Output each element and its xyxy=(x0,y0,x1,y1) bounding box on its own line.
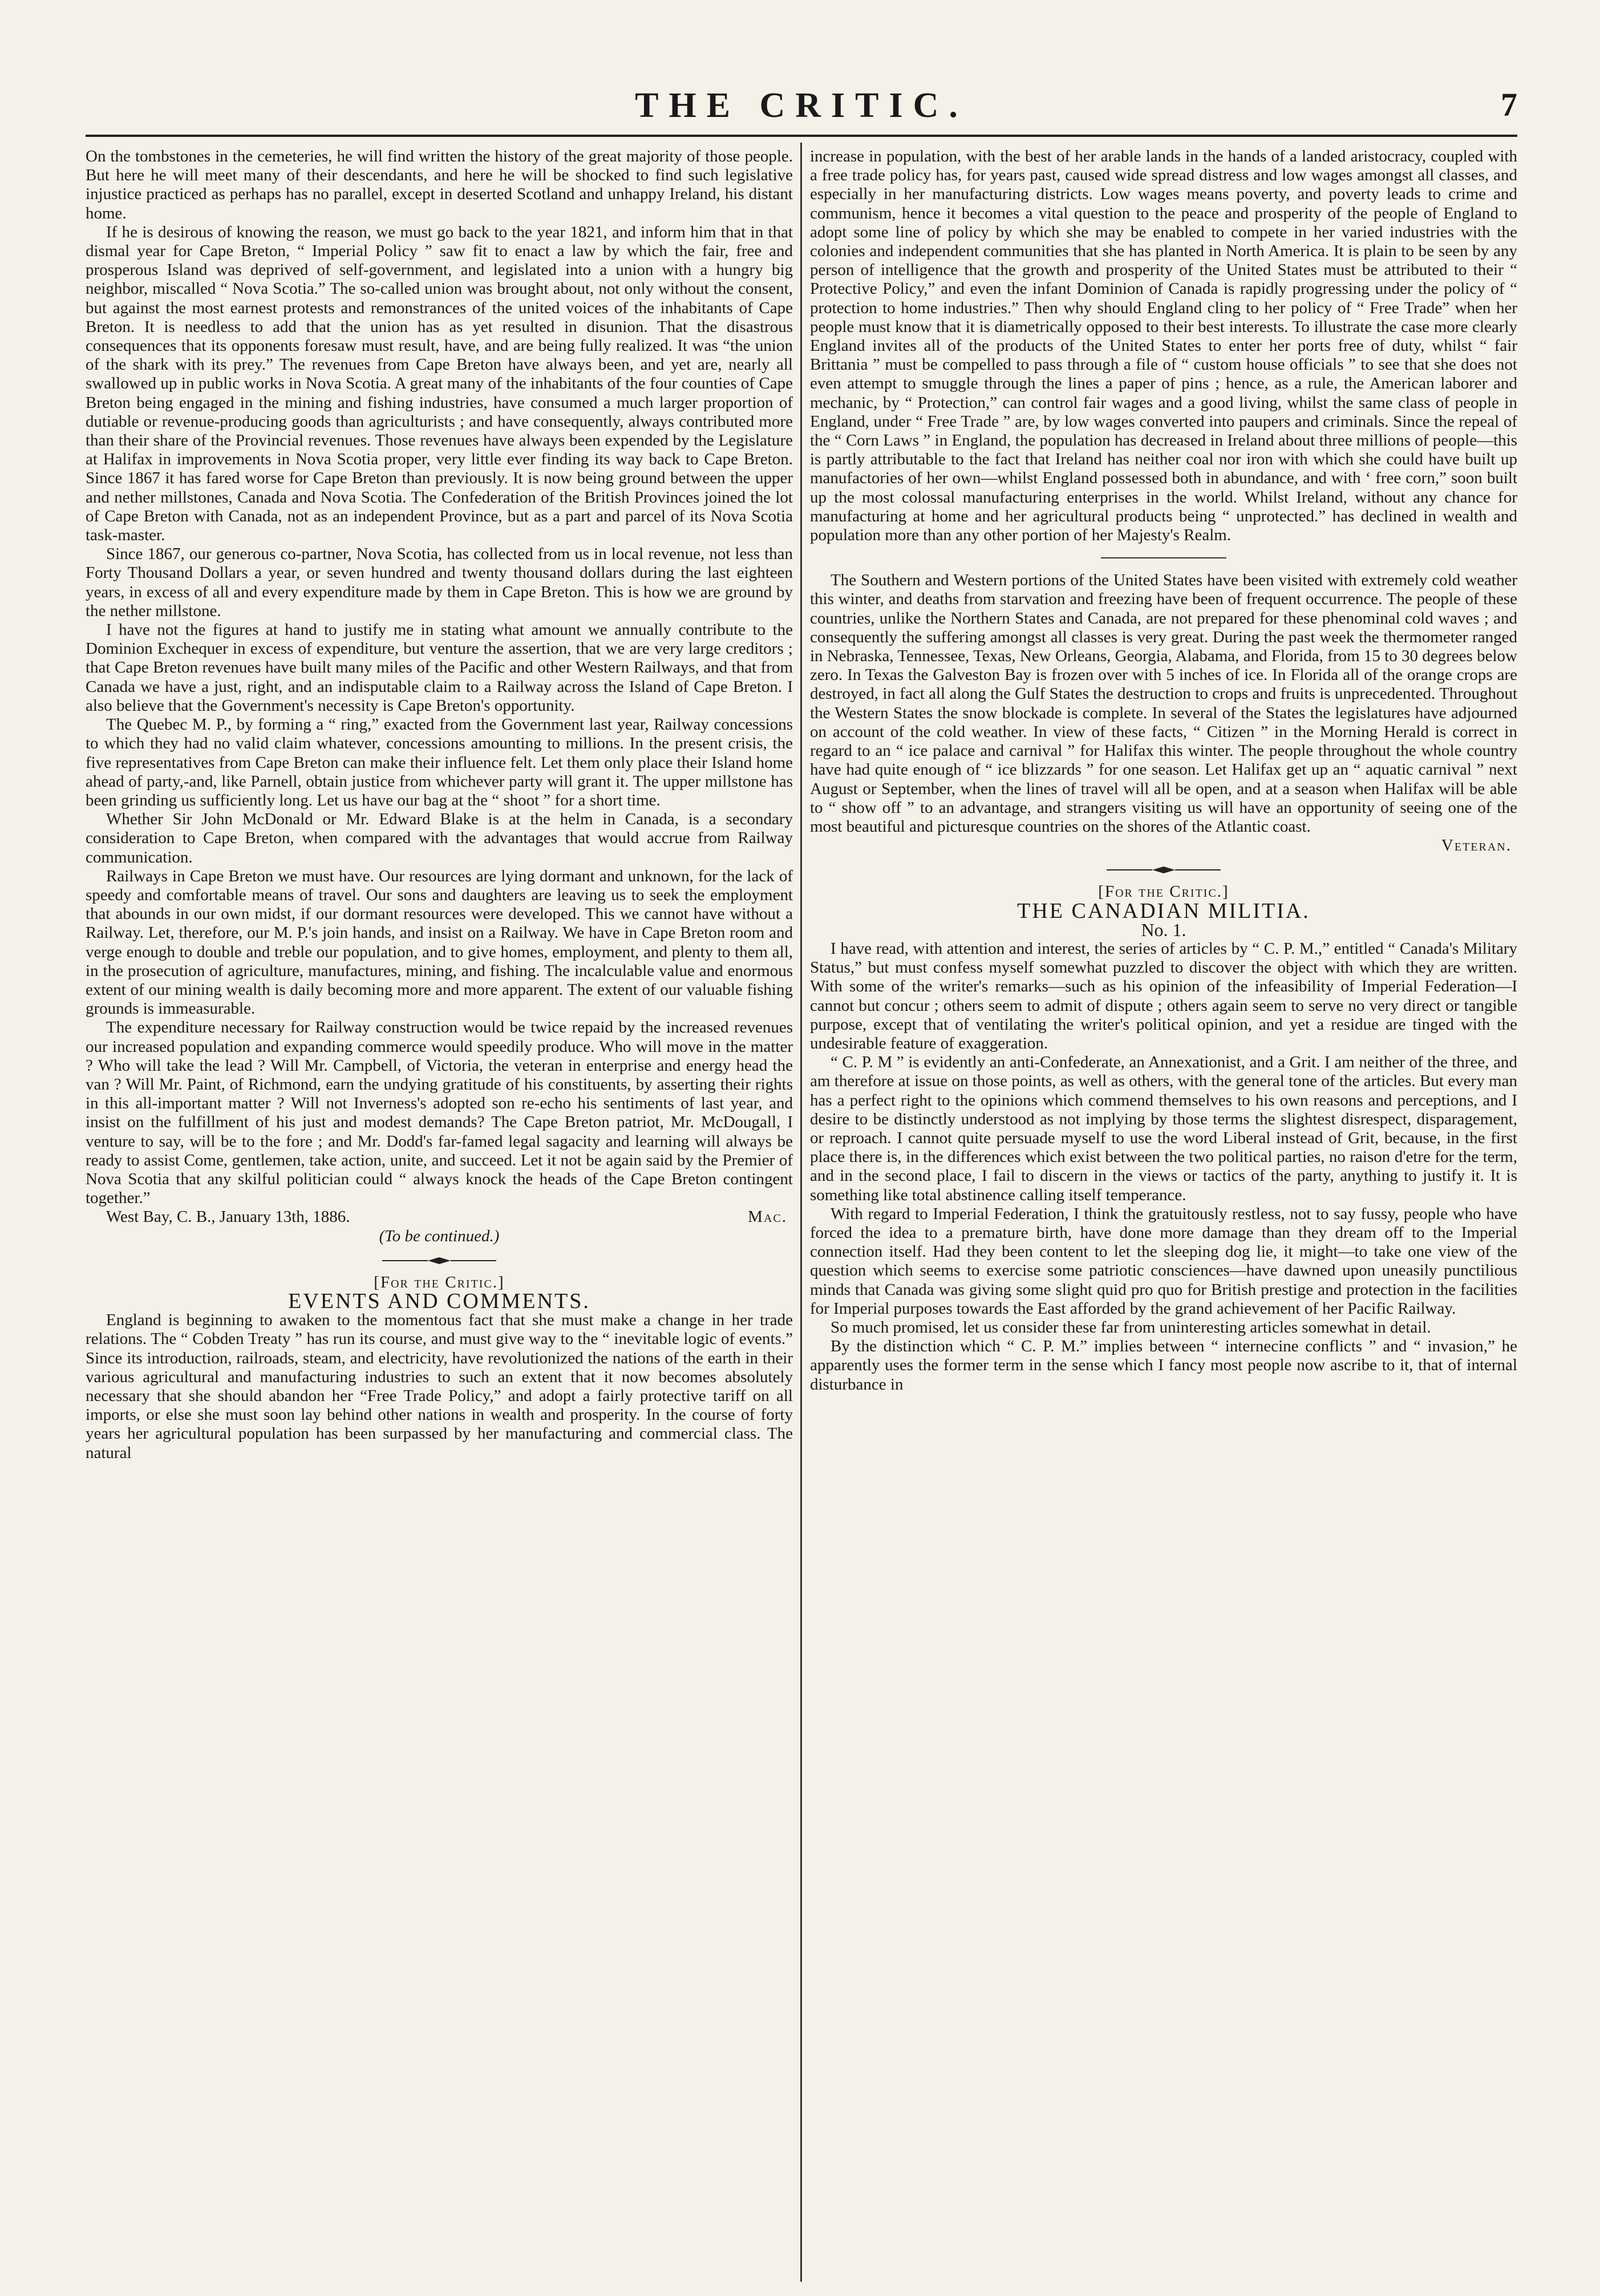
dateline-row xyxy=(86,1208,793,1226)
author-signature: Veteran. xyxy=(1441,836,1512,855)
continued-note: (To be continued.) xyxy=(379,1226,500,1245)
page-number: 7 xyxy=(1501,86,1517,123)
section-heading: THE CANADIAN MILITIA. xyxy=(1017,898,1310,923)
section-tag: [For the Critic.] xyxy=(1098,882,1229,901)
article-paragraph: The Southern and Western portions of the United States have been visited with extremely cold weather this winter, and deaths from starvation and freezing have been of frequent occurrence. The people of these countries, unlike the Northern States and Canada, are not prepared for these phenominal cold waves ; and consequently the suffering amongst all classes is very great. During the past week the thermometer ranged in Nebraska, Tennessee, Texas, New Orleans, Georgia, Alabama, and Florida, from 15 to 30 degrees below zero. In Texas the Galveston Bay is frozen over with 5 inches of ice. In Florida all of the orange crops are destroyed, in fact all along the Gulf States the destruction to crops and fruits is unprecedented. Throughout the Western States the snow blockade is complete. In several of the States the legislatures have adjourned on account of the cold weather. In view of these facts, “ Citizen ” in the Morning Herald is correct in regard to an “ ice palace and carnival ” for Halifax this winter. The people throughout the whole country have had quite enough of “ ice blizzards ” for one season. Let Halifax get up an “ aquatic carnival ” next August or September, when the lines of travel will all be open, and at a season when Halifax will be able to “ show off ” to an advantage, and strangers visiting us will have an opportunity of seeing one of the most beautiful and picturesque countries on the shores of the Atlantic coast. xyxy=(810,571,1517,836)
article-paragraph: On the tombstones in the cemeteries, he will find written the history of the great majority of those people. But here he will meet many of their descendants, and here he will be shocked to find such legislative injustice practiced as perhaps has no parallel, except in deserted Scotland and unhappy Ireland, his distant home. xyxy=(86,147,793,222)
article-paragraph: increase in population, with the best of her arable lands in the hands of a landed aristocracy, coupled with a free trade policy has, for years past, caused wide spread distress and low wages amongst all classes, and especially in her manufacturing districts. Low wages means poverty, and poverty leads to crime and communism, hence it becomes a vital question to the peace and prosperity of the people of England to adopt some line of policy by which she may be enabled to compete in her varied industries with the colonies and independent communities that she has planted in North America. It is plain to be seen by any person of intelligence that the growth and prosperity of the United States must be attributed to their “ Protective Policy,” and even the infant Dominion of Canada is rapidly progressing under the policy of “ protection to home industries.” Then why should England cling to her policy of “ Free Trade” when her people must know that it is diametrically opposed to their best interests. To illustrate the case more clearly England invites all of the products of the United States to enter her ports free of duty, whilst “ fair Brittania ” must be compelled to pass through a file of “ custom house officials ” to see that she does not even attempt to smuggle through the lines a paper of pins ; hence, as a rule, the American laborer and mechanic, by “ Protection,” can control fair wages and a good living, whilst the same class of people in England, under “ Free Trade ” are, by low wages converted into paupers and criminals. Since the repeal of the “ Corn Laws ” in England, the population has decreased in Ireland about three millions of people—this is partly attributable to the fact that Ireland has neither coal nor iron with which she could have built up manufactories of her own—whilst England possessed both in abundance, and with ‘ free corn,” soon built up the most colossal manufacturing enterprises in the world. Whilst Ireland, without any chance for manufacturing at home and her agricultural products being “ unprotected.” has declined in wealth and population more than any other portion of her Majesty's Realm. xyxy=(810,147,1517,545)
column-divider xyxy=(800,143,802,2282)
divider-rule xyxy=(1101,557,1226,558)
article-paragraph: Whether Sir John McDonald or Mr. Edward Blake is at the helm in Canada, is a secondary consideration to Cape Breton, when compared with the advantages that would accrue from Railway communication. xyxy=(86,810,793,866)
article-paragraph: By the distinction which “ C. P. M.” implies between “ internecine conflicts ” and “ invasion,” he apparently uses the former term in the sense which I fancy most people now ascribe to it, that of internal disturbance in xyxy=(810,1337,1517,1394)
left-column xyxy=(86,147,793,2281)
article-paragraph: England is beginning to awaken to the momentous fact that she must make a change in her trade relations. The “ Cobden Treaty ” has run its course, and must give way to the “ inevitable logic of events.” Since its introduction, railroads, steam, and electricity, have revolutionized the nations of the earth in their various agricultural and manufacturing industries to such an extent that it now becomes absolutely necessary that she should abandon her “Free Trade Policy,” and adopt a fairly protective tariff on all imports, or else she must soon lay behind other nations in wealth and prosperity. In the course of forty years her agricultural population has been surpassed by her manufacturing and commercial class. The natural xyxy=(86,1311,793,1462)
section-heading: EVENTS AND COMMENTS. xyxy=(288,1289,590,1313)
article-paragraph: I have read, with attention and interest, the series of articles by “ C. P. M.,” entitled “ Canada's Military Status,” but must confess myself somewhat puzzled to discover the object with which they are written. With some of the writer's remarks—such as his opinion of the infeasibility of Imperial Federation—I cannot but concur ; others seem to admit of dispute ; others again seem to serve no very direct or tangible purpose, except that of ventilating the writer's political opinion, and yet a residue are tinged with the undesirable feature of exaggeration. xyxy=(810,939,1517,1052)
dateline: West Bay, C. B., January 13th, 1886. xyxy=(106,1208,350,1226)
article-paragraph: If he is desirous of knowing the reason, we must go back to the year 1821, and inform him that in that dismal year for Cape Breton, “ Imperial Policy ” saw fit to enact a law by which the fair, free and prosperous Island was deprived of self-government, and legislated into a union with a hungry big neighbor, miscalled “ Nova Scotia.” The so-called union was brought about, not only without the consent, but against the most earnest protests and remonstrances of the united voices of the inhabitants of Cape Breton. It is needless to add that the union has as yet resulted in disunion. That the disastrous consequences that its opponents foresaw must result, have, and are being fully realized. It was “the union of the shark with its prey.” The revenues from Cape Breton have always been, and yet are, nearly all swallowed up in public works in Nova Scotia. A great many of the inhabitants of the four counties of Cape Breton being engaged in the mining and fishing industries, have consumed a much larger proportion of dutiable or revenue-producing goods than agriculturists ; and have consequently, always contributed more than their share of the Provincial revenues. Those revenues have always been expended by the Legislature at Halifax in improvements in Nova Scotia proper, very little ever finding its way back to Cape Breton. Since 1867 it has fared worse for Cape Breton than previously. It is now being ground between the upper and nether millstones, Canada and Nova Scotia. The Confederation of the British Provinces joined the lot of Cape Breton with Canada, not as an independent Province, but as a part and parcel of its Nova Scotia task-master. xyxy=(86,222,793,545)
ornament-divider xyxy=(1095,865,1232,874)
ornament-divider xyxy=(371,1256,508,1265)
newspaper-title: THE CRITIC. xyxy=(635,86,968,125)
right-column xyxy=(810,147,1517,2281)
page-header xyxy=(86,86,1517,137)
header-rule xyxy=(86,135,1517,137)
article-paragraph: Since 1867, our generous co-partner, Nova Scotia, has collected from us in local revenue, not less than Forty Thousand Dollars a year, or seven hundred and twenty thousand dollars during the last eighteen years, in excess of all and every expenditure made by them in Cape Breton. This is how we are ground by the nether millstone. xyxy=(86,545,793,620)
author-signature: Mac. xyxy=(748,1208,787,1226)
article-paragraph: I have not the figures at hand to justify me in stating what amount we annually contribute to the Dominion Exchequer in excess of expenditure, but venture the assertion, that we are very large creditors ; that Cape Breton revenues have built many miles of the Pacific and other Western Railways, and that from Canada we have a just, right, and an indisputable claim to a Railway across the Island of Cape Breton. I also believe that the Government's necessity is Cape Breton's opportunity. xyxy=(86,621,793,715)
section-number: No. 1. xyxy=(1141,919,1186,940)
article-paragraph: With regard to Imperial Federation, I think the gratuitously restless, not to say fussy, people who have forced the idea to a premature birth, have done more damage than they dream off to the Imperial connection itself. Had they been content to let the sleeping dog lie, it might—to take one view of the question which seems to exercise some patriotic consciences—have dawned upon uneasily punctilious minds that Canada was giving some slight quid pro quo for British prestige and protection in the facilities for Imperial purposes towards the East afforded by the grand achievement of her Pacific Railway. xyxy=(810,1204,1517,1318)
article-paragraph: The expenditure necessary for Railway construction would be twice repaid by the increased revenues our increased population and expanding commerce would speedily produce. Who will move in the matter ? Who will take the lead ? Will Mr. Campbell, of Victoria, the veteran in enterprise and energy head the van ? Will Mr. Paint, of Richmond, earn the undying gratitude of his constituents, by asserting their rights in this all-important matter ? Will not Inverness's adopted son re-echo his sentiments of last year, and insist on the fulfillment of his just and modest demands? The Cape Breton patriot, Mr. McDougall, I venture to say, will be to the fore ; and Mr. Dodd's far-famed legal sagacity and learning will always be ready to assist Come, gentlemen, take action, unite, and succeed. Let it not be again said by the Premier of Nova Scotia that any skilful politician could “ always knock the heads of the Cape Breton contingent together.” xyxy=(86,1018,793,1208)
article-paragraph: The Quebec M. P., by forming a “ ring,” exacted from the Government last year, Railway concessions to which they had no valid claim whatever, concessions amounting to millions. In the present crisis, the five representatives from Cape Breton can make their influence felt. Let them only place their Island home ahead of party,-and, like Parnell, obtain justice from whichever party will grant it. The upper millstone has been grinding us sufficiently long. Let us have our bag at the “ shoot ” for a short time. xyxy=(86,715,793,809)
article-paragraph: “ C. P. M ” is evidently an anti-Confederate, an Annexationist, and a Grit. I am neither of the three, and am therefore at issue on those points, as well as others, with the general tone of the articles. But every man has a perfect right to the opinions which commend themselves to his own reasons and perceptions, and I desire to be distinctly understood as not implying by those terms the slightest disrespect, disparagement, or reproach. I cannot quite persuade myself to use the word Liberal instead of Grit, because, in the first place there is, in the differences which exist between the two political parties, no raison d'etre for the term, and in the second place, I fail to discern in the views or tactics of the party, anything to justify it. It is something like total abstinence calling itself temperance. xyxy=(810,1053,1517,1204)
article-paragraph: So much promised, let us consider these far from uninteresting articles somewhat in detail. xyxy=(831,1318,1431,1337)
section-tag: [For the Critic.] xyxy=(374,1273,505,1291)
article-paragraph: Railways in Cape Breton we must have. Our resources are lying dormant and unknown, for the lack of speedy and comfortable means of travel. Our sons and daughters are leaving us to seek the employment that abounds in our own midst, if our dormant resources were developed. This we cannot have without a Railway. Let, therefore, our M. P.'s join hands, and insist on a Railway. We have in Cape Breton room and verge enough to double and treble our population, and to give homes, employment, and plenty to them all, in the prosecution of agriculture, manufactures, mining, and fishing. The incalculable value and enormous extent of our mining wealth is daily becoming more and more apparent. The extent of our valuable fishing grounds is immeasurable. xyxy=(86,866,793,1018)
